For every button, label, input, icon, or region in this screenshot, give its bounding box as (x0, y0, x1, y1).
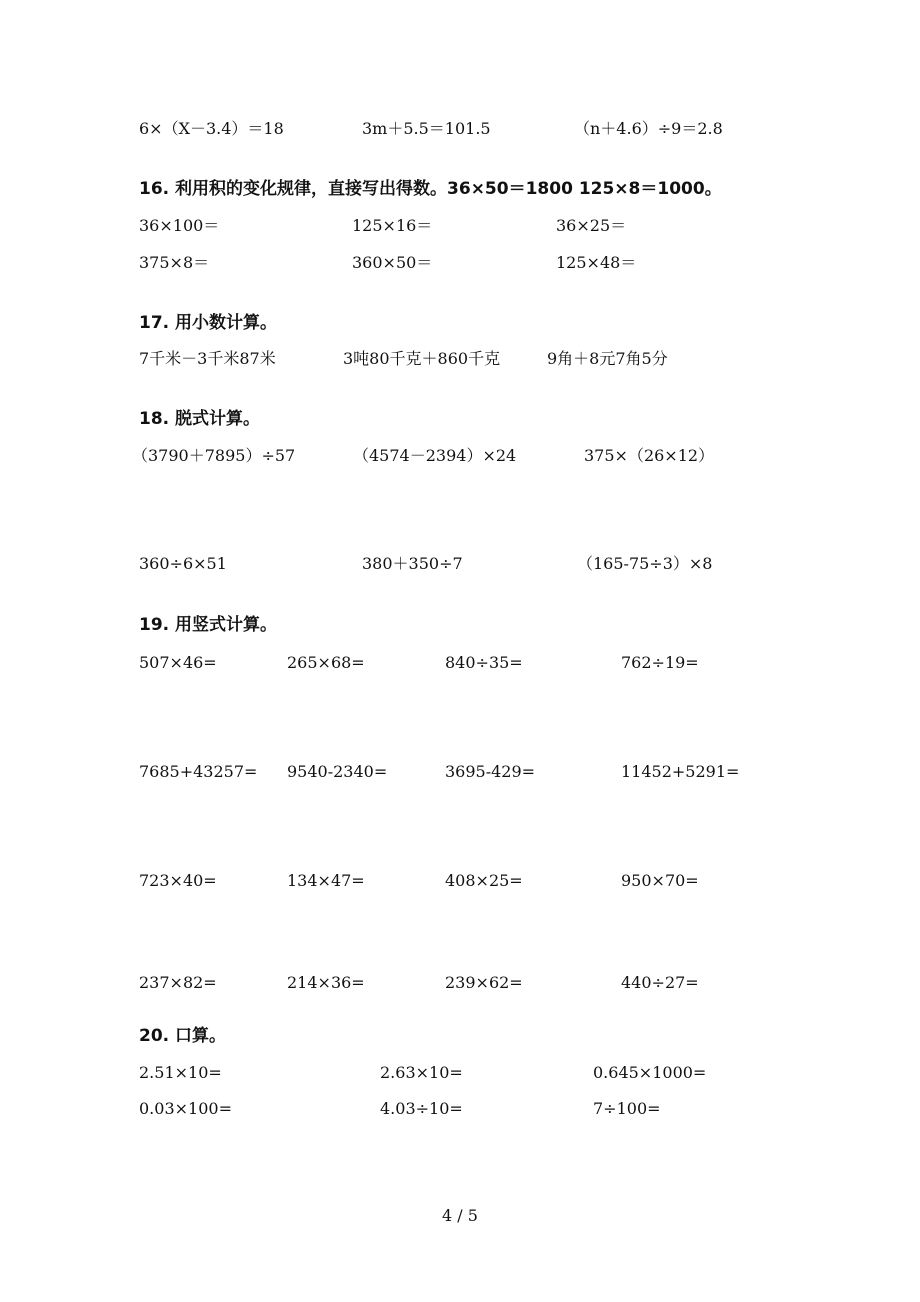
q19-item: 950×70= (621, 871, 699, 890)
q16-item: 36×25＝ (556, 216, 627, 235)
q19-item: 11452+5291= (621, 762, 740, 781)
q20-item: 0.03×100= (139, 1099, 232, 1118)
equation-1: 6×（X－3.4）＝18 (139, 119, 284, 138)
question-17-title: 17. 用小数计算。 (139, 313, 278, 333)
q18-item: 360÷6×51 (139, 554, 227, 573)
q19-item: 265×68= (287, 653, 365, 672)
q19-item: 408×25= (445, 871, 523, 890)
q19-item: 723×40= (139, 871, 217, 890)
q19-item: 9540-2340= (287, 762, 388, 781)
q17-item: 9角＋8元7角5分 (547, 349, 668, 368)
q19-item: 507×46= (139, 653, 217, 672)
q16-item: 125×16＝ (352, 216, 433, 235)
question-16-title: 16. 利用积的变化规律，直接写出得数。36×50＝1800 125×8＝1000。 (139, 179, 722, 199)
page-number: 4 / 5 (442, 1206, 478, 1225)
question-20-title: 20. 口算。 (139, 1026, 227, 1046)
question-19-title: 19. 用竖式计算。 (139, 615, 278, 635)
q17-item: 7千米－3千米87米 (139, 349, 276, 368)
q20-item: 2.51×10= (139, 1063, 222, 1082)
q19-item: 237×82= (139, 973, 217, 992)
question-18-title: 18. 脱式计算。 (139, 409, 261, 429)
q19-item: 3695-429= (445, 762, 536, 781)
q19-item: 134×47= (287, 871, 365, 890)
q20-item: 4.03÷10= (380, 1099, 463, 1118)
q19-item: 840÷35= (445, 653, 523, 672)
equation-2: 3m＋5.5＝101.5 (362, 119, 491, 138)
q16-item: 375×8＝ (139, 253, 210, 272)
q19-item: 239×62= (445, 973, 523, 992)
q19-item: 7685+43257= (139, 762, 258, 781)
q16-item: 360×50＝ (352, 253, 433, 272)
q18-item: 380＋350÷7 (362, 554, 463, 573)
q20-item: 2.63×10= (380, 1063, 463, 1082)
q20-item: 7÷100= (593, 1099, 661, 1118)
q18-item: 375×（26×12） (584, 446, 715, 465)
q18-item: （165-75÷3）×8 (577, 554, 713, 573)
q19-item: 440÷27= (621, 973, 699, 992)
q20-item: 0.645×1000= (593, 1063, 707, 1082)
q16-item: 125×48＝ (556, 253, 637, 272)
q18-item: （4574－2394）×24 (353, 446, 517, 465)
q19-item: 214×36= (287, 973, 365, 992)
q17-item: 3吨80千克＋860千克 (343, 349, 501, 368)
equation-3: （n＋4.6）÷9＝2.8 (574, 119, 723, 138)
q18-item: （3790＋7895）÷57 (132, 446, 296, 465)
q16-item: 36×100＝ (139, 216, 220, 235)
q19-item: 762÷19= (621, 653, 699, 672)
